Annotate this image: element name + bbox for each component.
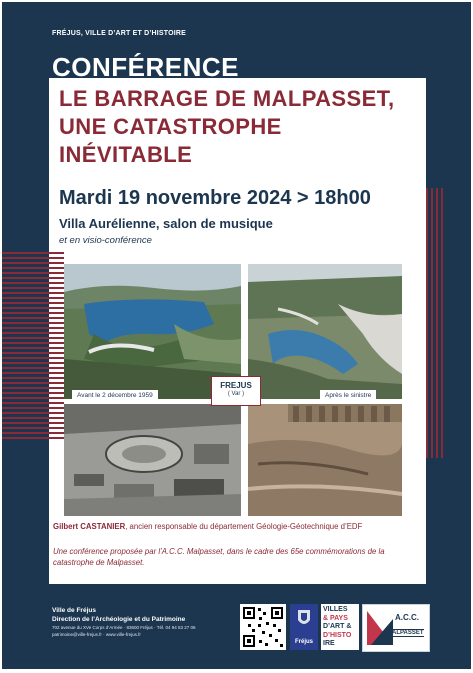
frejus-city-logo xyxy=(290,604,318,650)
speaker-info xyxy=(53,521,413,532)
vpah-label-logo xyxy=(321,604,359,650)
org-name: Ville de Fréjus xyxy=(52,607,96,614)
speaker-description: , ancien responsable du département Géologie-Géotechnique d’EDF xyxy=(125,522,363,531)
vpah-line-3: D’ART & xyxy=(323,623,352,630)
acc-title: A.C.C. xyxy=(395,613,419,622)
title-line-3: INÉVITABLE xyxy=(59,142,193,167)
vpah-line-5: IRE xyxy=(323,640,335,647)
location-label: FREJUS xyxy=(220,381,252,390)
caption-after: Après le sinistre xyxy=(320,390,376,401)
vpah-line-4: D’HISTO xyxy=(323,631,352,639)
org-contact: patrimoine@ville-frejus.fr · www.ville-frejus.fr xyxy=(52,632,141,637)
org-address: 702 avenue du XVe Corps d’Armée · 83600 Fréjus · Tél. 04 94 53 27 06 xyxy=(52,625,196,630)
event-venue: Villa Aurélienne, salon de musique xyxy=(59,216,273,231)
series-label: FRÉJUS, VILLE D’ART ET D’HISTOIRE xyxy=(52,30,187,37)
city-crest-icon xyxy=(290,604,318,634)
acc-malpasset-logo xyxy=(362,604,430,652)
title-line-1: LE BARRAGE DE MALPASSET, xyxy=(59,86,395,111)
frejus-logo-text: Fréjus xyxy=(294,639,313,645)
org-department: Direction de l’Archéologie et du Patrimoine xyxy=(52,616,186,623)
photo-town-aerial xyxy=(64,404,241,516)
organizer-note: Une conférence proposée par l’A.C.C. Malpasset, dans le cadre des 65e commémorations de la catastrophe de Malpasset. xyxy=(53,547,385,567)
poster xyxy=(2,2,471,669)
title-line-2: UNE CATASTROPHE xyxy=(59,114,282,139)
visio-note: et en visio-conférence xyxy=(59,235,152,246)
caption-before: Avant le 2 décembre 1959 xyxy=(72,390,158,401)
speaker-name: Gilbert CASTANIER xyxy=(53,522,126,531)
frejus-location-badge xyxy=(211,376,261,406)
vpah-line-2: & PAYS xyxy=(323,614,348,622)
acc-emblem-icon xyxy=(363,605,429,651)
photo-dam-after xyxy=(248,264,402,399)
vpah-line-1: VILLES xyxy=(323,606,348,613)
footer-organization xyxy=(52,606,196,638)
acc-subtitle: MALPASSET xyxy=(387,630,424,636)
location-sublabel: ( Var ) xyxy=(227,391,245,397)
event-type-heading: CONFÉRENCE xyxy=(52,52,240,82)
event-title xyxy=(59,85,395,169)
qr-code[interactable] xyxy=(240,604,286,650)
photo-ruins xyxy=(248,404,402,516)
decorative-stripes-left xyxy=(2,249,64,439)
event-date: Mardi 19 novembre 2024 > 18h00 xyxy=(59,187,371,209)
